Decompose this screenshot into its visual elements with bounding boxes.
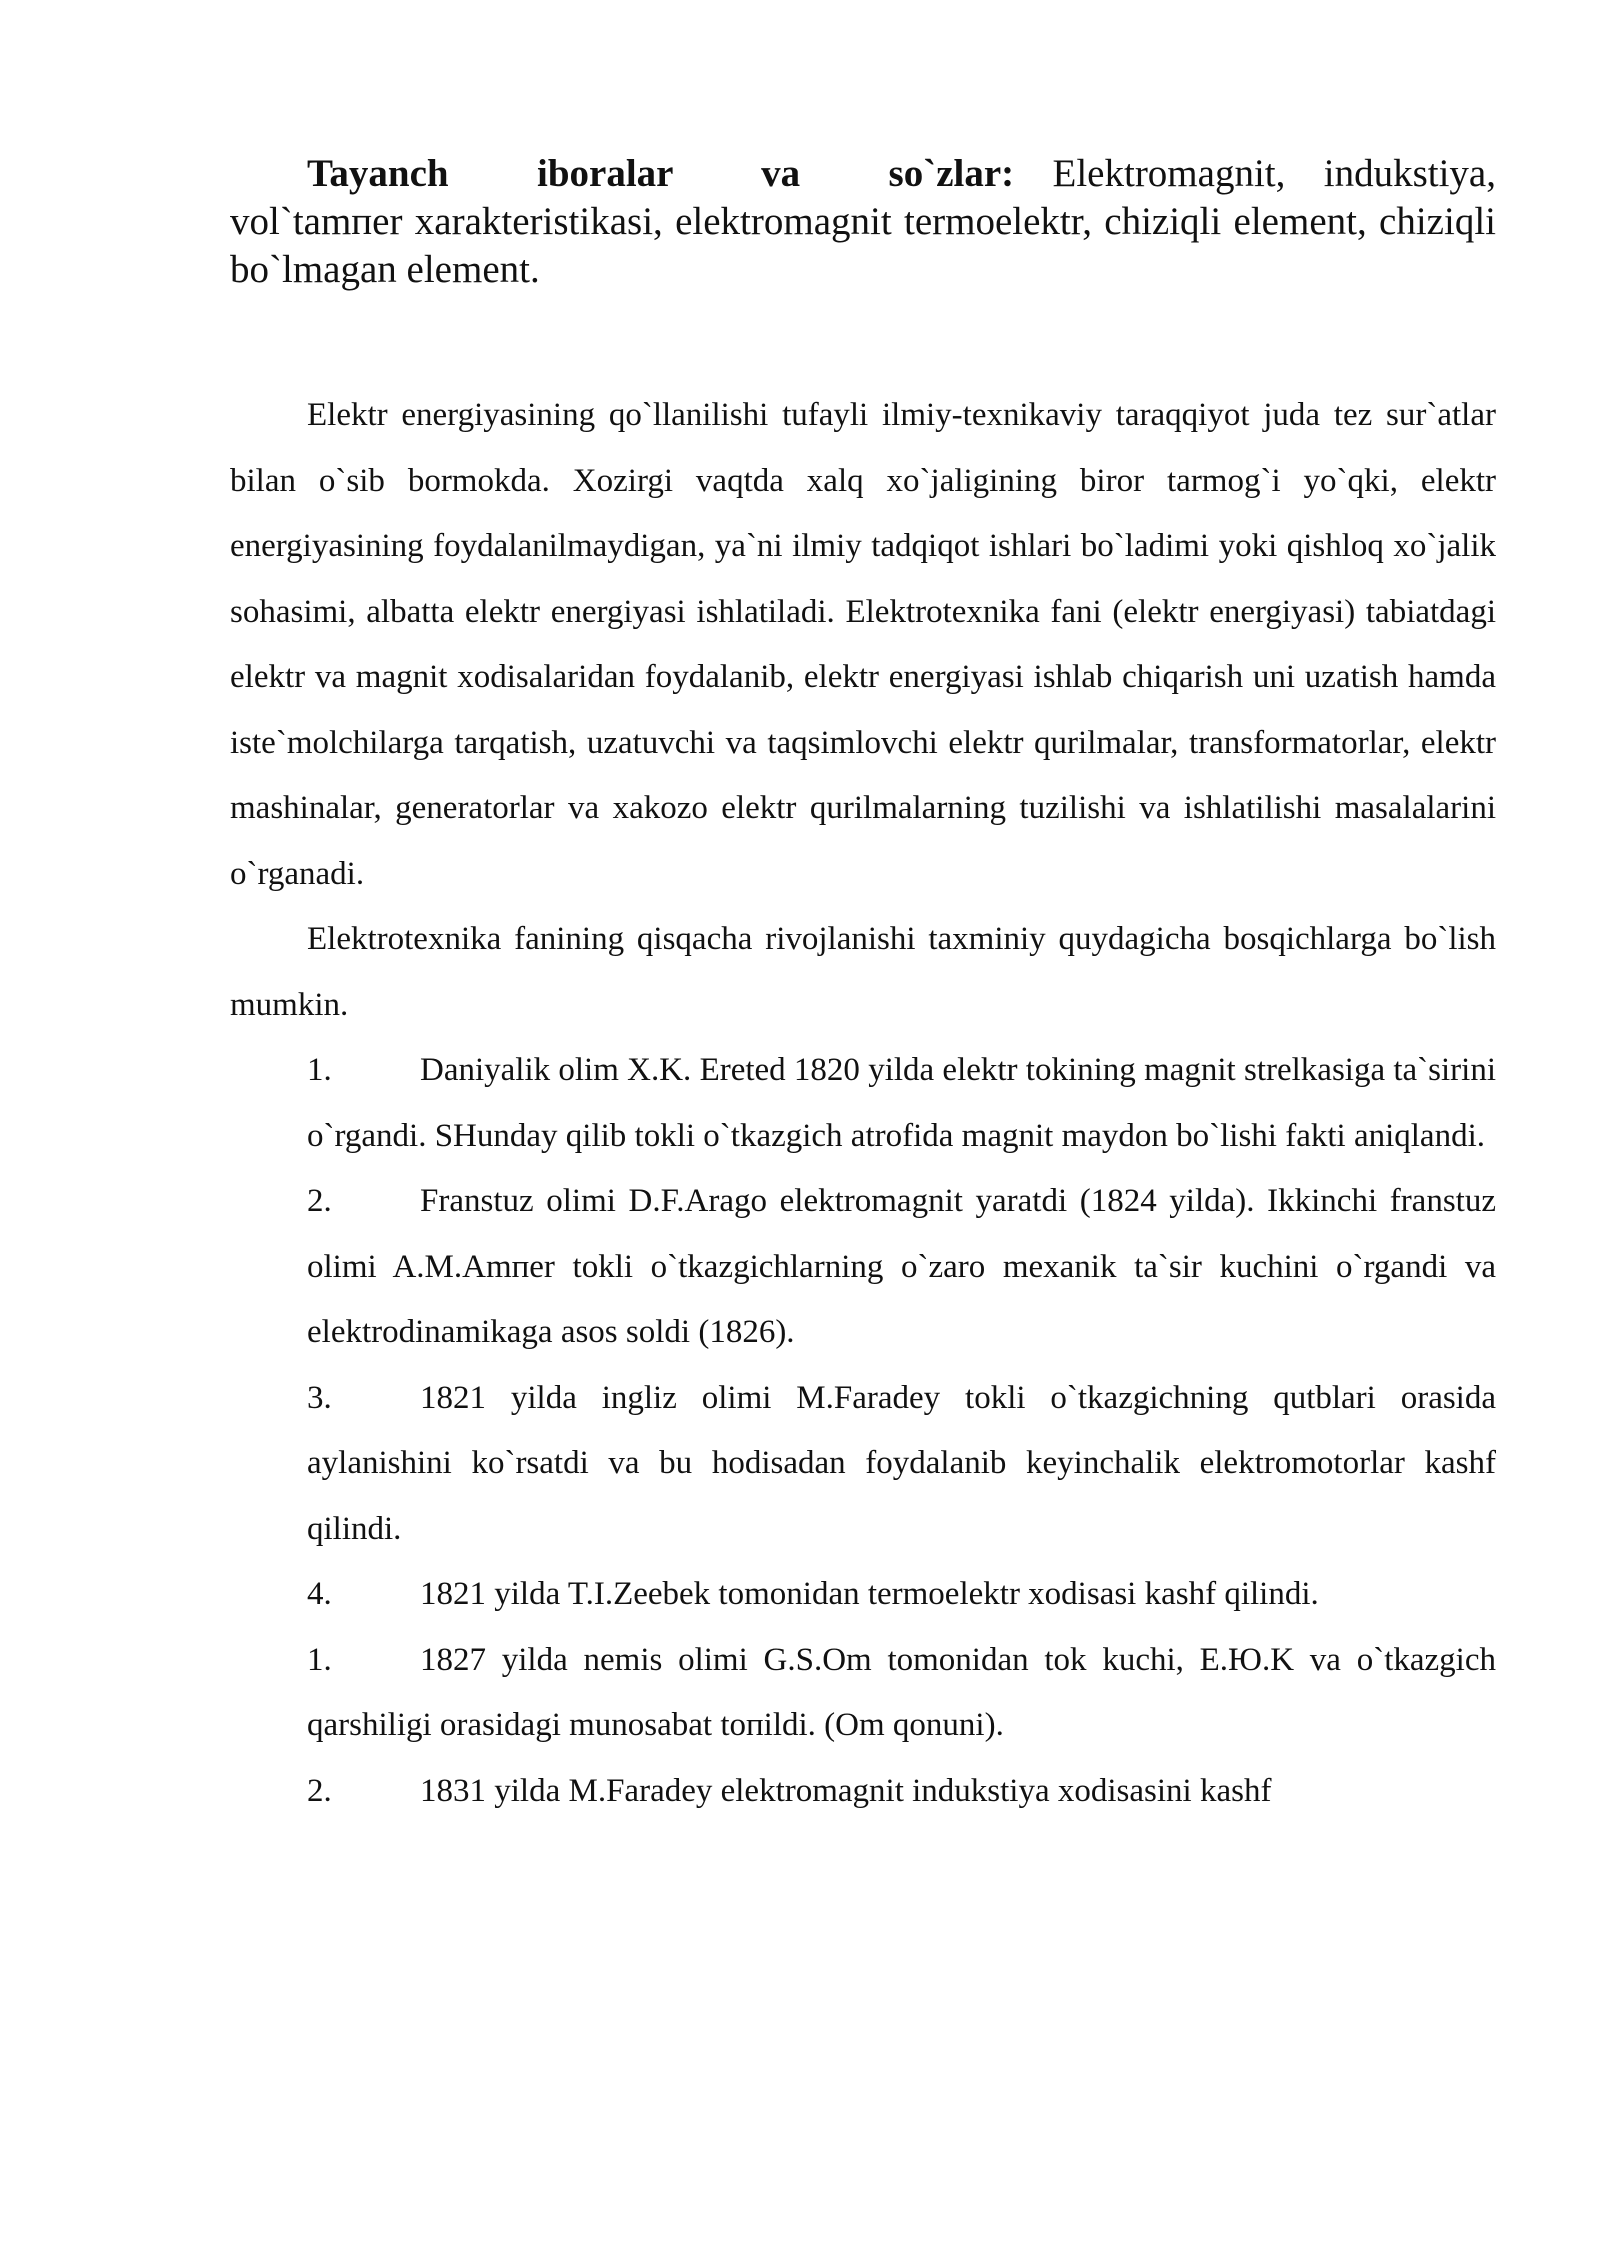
keywords-label: Tayanch iboralar va so`zlar: [307, 152, 1015, 195]
list-item-text: Daniyalik olim X.K. Ereted 1820 yilda elektr tokining magnit strelkasiga ta`sirini o`rgandi. SHunday qilib tokli o`tkazgich atrofida magnit maydon bo`lishi fakti aniqlandi. [307, 1052, 1496, 1154]
list-item [307, 1759, 1496, 1825]
list-item-text: 1821 yilda T.I.Zeebek tomonidan termoelektr xodisasi kashf qilindi. [420, 1576, 1319, 1612]
list-item-number: 1. [307, 1641, 332, 1678]
document-page [230, 150, 1496, 1824]
stages-paragraph: Elektrotexnika fanining qisqacha rivojlanishi taxminiy quydagicha bosqichlarga bo`lish mumkin. [230, 921, 1496, 1023]
keywords-text: Elektromagnit, indukstiya, vol`tamпer xarakteristikasi, elektromagnit termoelektr, chiziqli element, chiziqli bo`lmagan element. [230, 152, 1496, 291]
list-item [307, 1366, 1496, 1563]
list-item-text: 1827 yilda nemis olimi G.S.Om tomonidan tok kuchi, E.Ю.K va o`tkazgich qarshiligi orasidagi munosabat toпildi. (Om qonuni). [307, 1641, 1496, 1743]
list-item-number: 4. [307, 1576, 332, 1612]
body-text [230, 383, 1496, 1824]
list-item-number: 2. [307, 1183, 332, 1219]
list-item-text: 1831 yilda M.Faradey elektromagnit indukstiya xodisasini kashf [420, 1772, 1272, 1809]
list-item [307, 1169, 1496, 1366]
list-item [307, 1038, 1496, 1169]
list-item-number: 2. [307, 1772, 332, 1809]
list-item-text: Franstuz olimi D.F.Arago elektromagnit yaratdi (1824 yilda). Ikkinchi franstuz olimi A.M.Amпer tokli o`tkazgichlarning o`zaro mexanik ta`sir kuchini o`rgandi va elektrodinamikaga asos soldi (1826). [307, 1183, 1496, 1350]
history-list [230, 1038, 1496, 1824]
list-item-number: 1. [307, 1052, 332, 1088]
list-item [307, 1562, 1496, 1628]
list-item-number: 3. [307, 1379, 332, 1416]
keywords-paragraph [230, 150, 1496, 294]
list-item-text: 1821 yilda ingliz olimi M.Faradey tokli o`tkazgichning qutblari orasida aylanishini ko`rsatdi va bu hodisadan foydalanib keyinchalik elektromotorlar kashf qilindi. [307, 1379, 1496, 1547]
list-item [307, 1628, 1496, 1759]
intro-paragraph: Elektr energiyasining qo`llanilishi tufayli ilmiy-texnikaviy taraqqiyot juda tez sur`atlar bilan o`sib bormokda. Xozirgi vaqtda xalq xo`jaligining biror tarmog`i yo`qki, elektr energiyasining foydalanilmaydigan, ya`ni ilmiy tadqiqot ishlari bo`ladimi yoki qishloq xo`jalik sohasimi, albatta elektr energiyasi ishlatiladi. Elektrotexnika fani (elektr energiyasi) tabiatdagi elektr va magnit xodisalaridan foydalanib, elektr energiyasi ishlab chiqarish uni uzatish hamda iste`molchilarga tarqatish, uzatuvchi va taqsimlovchi elektr qurilmalar, transformatorlar, elektr mashinalar, generatorlar va xakozo elektr qurilmalarning tuzilishi va ishlatilishi masalalarini o`rganadi. [230, 397, 1496, 892]
